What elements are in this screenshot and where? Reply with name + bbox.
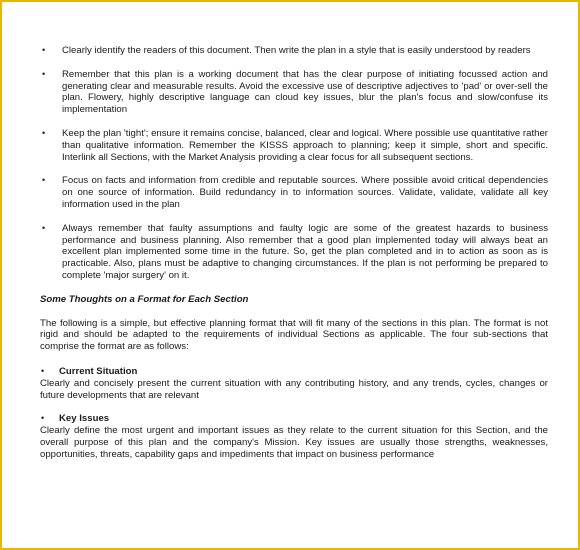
bullet-icon: • (42, 68, 46, 79)
list-item-text: Focus on facts and information from credible and reputable sources. Where possible avoid critical dependencies on one source of information. Build redundancy in to information sources. Validate, validate, validate all key information used in the plan (62, 175, 548, 210)
subsection-heading-text: Current Situation (59, 365, 138, 377)
list-item (40, 69, 548, 116)
bullet-icon: • (42, 127, 46, 138)
bullet-icon: • (41, 365, 45, 376)
subsection-body: Clearly and concisely present the current situation with any contributing history, and any trends, cycles, changes or future developments that are relevant (40, 377, 548, 401)
list-item-text: Keep the plan 'tight'; ensure it remains concise, balanced, clear and logical. Where possible use quantitative rather than qualitative information. Remember the KISSS approach to planning; keep it simple, short and specific. Interlink all Sections, with the Market Analysis providing a clear focus for all subsequent sections. (62, 127, 548, 163)
list-item (40, 175, 548, 210)
subsection-heading (40, 366, 548, 378)
intro-paragraph: The following is a simple, but effective planning format that will fit many of the sections in this plan. The format is not rigid and should be adapted to the requirements of individual Sections as applicable. The four sub-sections that comprise the format are as follows: (40, 317, 548, 353)
bullet-icon: • (42, 175, 46, 186)
list-item (40, 128, 548, 163)
subsection-heading-text: Key Issues (59, 413, 110, 425)
subsection-current-situation (40, 366, 548, 401)
bullet-icon: • (41, 413, 45, 424)
subsection-body: Clearly define the most urgent and important issues as they relate to the current situation for this Section, and the overall purpose of this plan and the company's Mission. Key issues are usually those strengths, weaknesses, opportunities, threats, capability gaps and impediments that impact on business performance (40, 425, 548, 460)
bullet-icon: • (42, 222, 46, 233)
subsection-key-issues (40, 413, 548, 460)
list-item-text: Always remember that faulty assumptions and faulty logic are some of the greatest hazards to business performance and business planning. Also remember that a good plan implemented today will always beat an excellent plan implemented some time in the future. So, get the plan completed and in to action as soon as is practicable. Also, plans must be adaptive to changing circumstances. If the plan is not performing be prepared to complete 'major surgery' on it. (62, 222, 548, 281)
list-item-text: Remember that this plan is a working document that has the clear purpose of initiating focussed action and generating clear and measurable results. Avoid the excessive use of descriptive adjectives to 'pad' or over-sell the plan. Flowery, highly descriptive language can cloud key issues, blur the plan's focus and slow/confuse its implementation (62, 68, 548, 116)
list-item (40, 223, 548, 282)
list-item-text: Clearly identify the readers of this document. Then write the plan in a style that is easily understood by readers (62, 45, 531, 56)
section-heading: Some Thoughts on a Format for Each Section (40, 293, 249, 305)
subsection-heading (40, 413, 548, 425)
list-item (40, 45, 548, 57)
guideline-list (40, 45, 548, 282)
document-content (40, 45, 548, 473)
bullet-icon: • (42, 45, 46, 55)
